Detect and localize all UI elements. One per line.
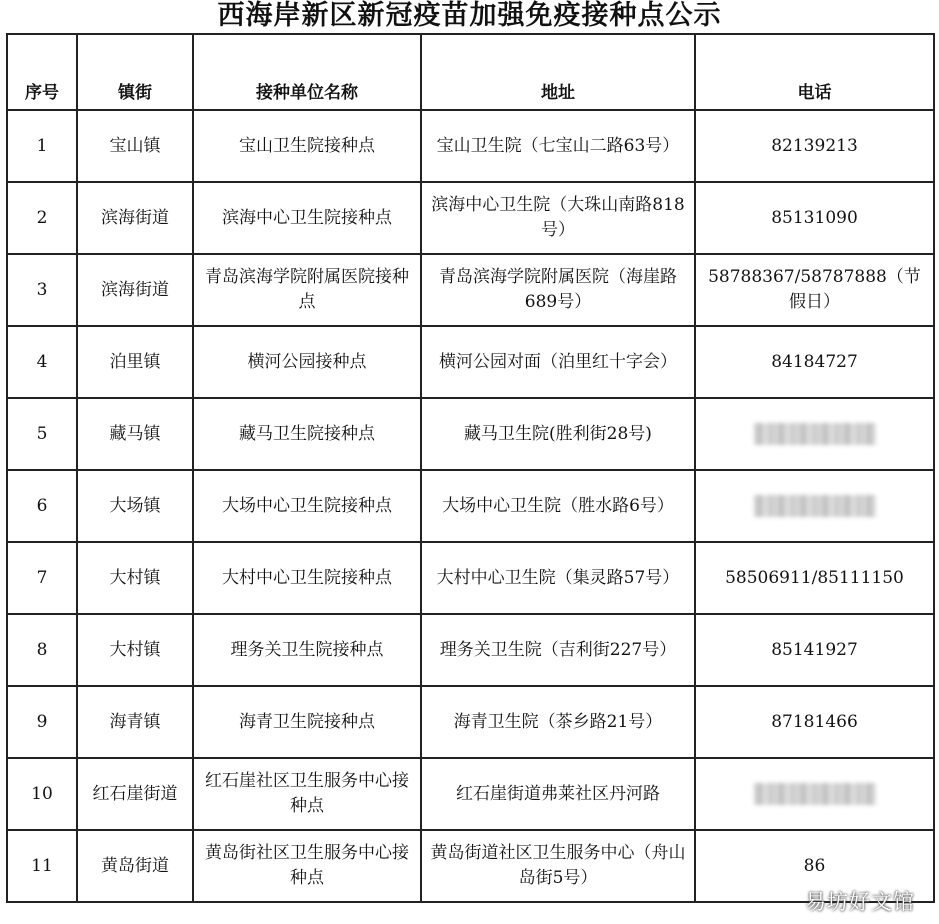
row-unit-name: 宝山卫生院接种点 [193,110,421,182]
row-town: 藏马镇 [77,398,193,470]
table-row [7,182,934,254]
table-row [7,110,934,182]
row-town: 大村镇 [77,614,193,686]
table-row [7,470,934,542]
row-address: 理务关卫生院（吉利街227号） [421,614,695,686]
redacted-phone-blur [754,495,876,517]
row-town: 黄岛街道 [77,830,193,902]
row-index: 3 [7,254,77,326]
row-phone: 82139213 [695,110,934,182]
row-unit-name: 红石崖社区卫生服务中心接种点 [193,758,421,830]
table-row [7,758,934,830]
page-title: 西海岸新区新冠疫苗加强免疫接种点公示 [217,0,722,31]
row-address: 海青卫生院（茶乡路21号） [421,686,695,758]
table-row [7,326,934,398]
row-index: 11 [7,830,77,902]
header-address: 地址 [421,34,695,110]
row-index: 10 [7,758,77,830]
row-town: 大场镇 [77,470,193,542]
row-town: 大村镇 [77,542,193,614]
table-row [7,398,934,470]
row-unit-name: 大村中心卫生院接种点 [193,542,421,614]
partial-phone-text: 86 [803,855,826,876]
table-row [7,614,934,686]
row-index: 9 [7,686,77,758]
table-row [7,254,934,326]
row-address: 藏马卫生院(胜利街28号) [421,398,695,470]
header-town: 镇街 [77,34,193,110]
row-index: 2 [7,182,77,254]
row-phone: 87181466 [695,686,934,758]
row-unit-name: 黄岛街社区卫生服务中心接种点 [193,830,421,902]
row-index: 8 [7,614,77,686]
header-phone: 电话 [695,34,934,110]
row-index: 5 [7,398,77,470]
row-town: 泊里镇 [77,326,193,398]
row-phone: 85141927 [695,614,934,686]
row-unit-name: 理务关卫生院接种点 [193,614,421,686]
row-phone: 84184727 [695,326,934,398]
row-address: 黄岛街道社区卫生服务中心（舟山岛街5号） [421,830,695,902]
row-index: 4 [7,326,77,398]
row-town: 宝山镇 [77,110,193,182]
row-unit-name: 横河公园接种点 [193,326,421,398]
row-phone-redacted [695,470,934,542]
table-row [7,686,934,758]
table-header-row [7,34,934,110]
header-index: 序号 [7,34,77,110]
redacted-phone-blur [754,783,876,805]
vaccination-sites-table [6,33,935,903]
row-index: 1 [7,110,77,182]
table-row [7,830,934,902]
row-address: 滨海中心卫生院（大珠山南路818号） [421,182,695,254]
redacted-phone-blur [754,423,876,445]
table-row [7,542,934,614]
row-index: 6 [7,470,77,542]
row-unit-name: 海青卫生院接种点 [193,686,421,758]
row-phone: 85131090 [695,182,934,254]
row-phone-redacted [695,758,934,830]
row-address: 红石崖街道弗莱社区丹河路 [421,758,695,830]
row-address: 宝山卫生院（七宝山二路63号） [421,110,695,182]
row-address: 青岛滨海学院附属医院（海崖路689号） [421,254,695,326]
row-phone: 58788367/58787888（节假日） [695,254,934,326]
row-town: 滨海街道 [77,182,193,254]
row-index: 7 [7,542,77,614]
row-address: 横河公园对面（泊里红十字会） [421,326,695,398]
row-town: 红石崖街道 [77,758,193,830]
row-town: 海青镇 [77,686,193,758]
row-unit-name: 藏马卫生院接种点 [193,398,421,470]
row-phone: 58506911/85111150 [695,542,934,614]
row-unit-name: 青岛滨海学院附属医院接种点 [193,254,421,326]
row-unit-name: 滨海中心卫生院接种点 [193,182,421,254]
row-address: 大场中心卫生院（胜水路6号） [421,470,695,542]
header-unit-name: 接种单位名称 [193,34,421,110]
row-town: 滨海街道 [77,254,193,326]
row-address: 大村中心卫生院（集灵路57号） [421,542,695,614]
row-phone-redacted [695,398,934,470]
row-unit-name: 大场中心卫生院接种点 [193,470,421,542]
watermark-text: 易坊好文馆 [805,890,915,914]
